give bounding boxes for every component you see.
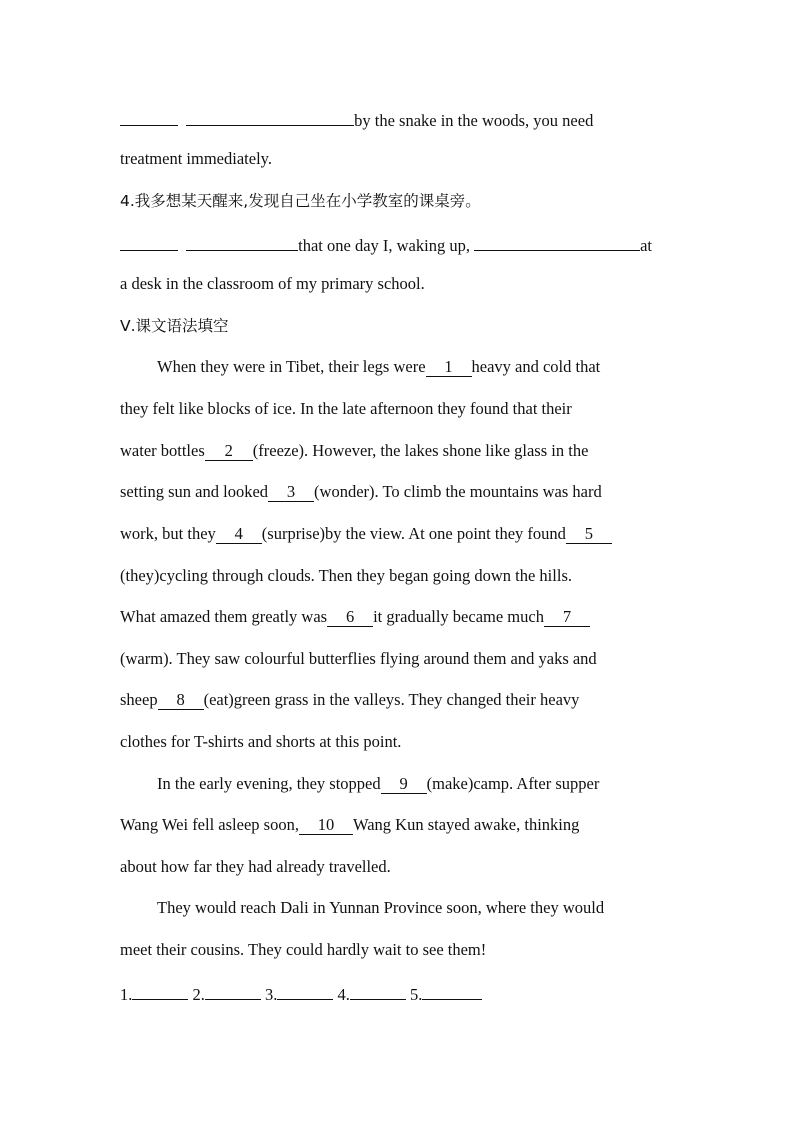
answer-blank[interactable] (120, 108, 178, 126)
answer-label-4: 4. (337, 985, 350, 1004)
text-segment: setting sun and looked (120, 482, 269, 501)
p1-line-3 (120, 441, 588, 461)
text-segment: In the early evening, they stopped (157, 774, 381, 793)
q4-seg-1: that one day I, waking up, (298, 236, 470, 255)
answer-blank-1[interactable] (132, 982, 188, 1000)
text-segment: water bottles (120, 441, 205, 460)
section-title: Ⅴ.课文语法填空 (120, 317, 229, 335)
p1-line-10: clothes for T-shirts and shorts at this point. (120, 732, 402, 751)
p3-line-1: They would reach Dali in Yunnan Province soon, where they would (157, 898, 605, 917)
numbered-blank-6[interactable]: 6 (327, 608, 373, 627)
q3-line-1 (120, 108, 593, 131)
answer-blank-2[interactable] (205, 982, 261, 1000)
p1-line-4 (120, 482, 602, 502)
text-segment: (eat)green grass in the valleys. They changed their heavy (203, 690, 580, 709)
p2-line-1 (157, 774, 599, 794)
p1-line-9 (120, 690, 579, 710)
text-segment: (wonder). To climb the mountains was hard (314, 482, 602, 501)
p1-line-2: they felt like blocks of ice. In the late afternoon they found that their (120, 399, 572, 418)
text-segment: it gradually became much (373, 607, 544, 626)
q4-seg-2: at (640, 236, 653, 255)
p3-line-2: meet their cousins. They could hardly wait to see them! (120, 940, 487, 959)
p2-line-2 (120, 815, 579, 835)
answer-blank[interactable] (186, 108, 354, 126)
answer-label-5: 5. (410, 985, 423, 1004)
p1-line-8: (warm). They saw colourful butterflies flying around them and yaks and (120, 649, 597, 668)
text-segment: heavy and cold that (471, 357, 601, 376)
text-segment: When they were in Tibet, their legs were (157, 357, 426, 376)
answer-blank[interactable] (120, 233, 178, 251)
p1-line-7 (120, 607, 590, 627)
text-segment: sheep (120, 690, 158, 709)
answer-blank[interactable] (186, 233, 298, 251)
numbered-blank-4[interactable]: 4 (216, 525, 262, 544)
answer-blank-4[interactable] (350, 982, 406, 1000)
p1-line-5 (120, 524, 612, 544)
numbered-blank-3[interactable]: 3 (268, 483, 314, 502)
numbered-blank-9[interactable]: 9 (381, 775, 427, 794)
numbered-blank-2[interactable]: 2 (205, 442, 253, 461)
p1-line-1 (157, 357, 600, 377)
q4-line-1 (120, 233, 652, 256)
answer-label-3: 3. (265, 985, 278, 1004)
text-segment: Wang Kun stayed awake, thinking (352, 815, 580, 834)
text-segment: work, but they (120, 524, 216, 543)
answer-label-2: 2. (192, 985, 205, 1004)
text-segment: What amazed them greatly was (120, 607, 328, 626)
text-segment: (surprise)by the view. At one point they found (261, 524, 566, 543)
text-segment: (freeze). However, the lakes shone like glass in the (252, 441, 589, 460)
answer-label-1: 1. (120, 985, 133, 1004)
answer-row (120, 982, 482, 1005)
numbered-blank-7[interactable]: 7 (544, 608, 590, 627)
text-segment: (make)camp. After supper (426, 774, 600, 793)
numbered-blank-1[interactable]: 1 (426, 358, 472, 377)
q4-line-2: a desk in the classroom of my primary school. (120, 274, 425, 293)
answer-blank-5[interactable] (422, 982, 482, 1000)
q3-line-2: treatment immediately. (120, 149, 272, 168)
text-segment: Wang Wei fell asleep soon, (120, 815, 299, 834)
numbered-blank-5[interactable]: 5 (566, 525, 612, 544)
numbered-blank-8[interactable]: 8 (158, 691, 204, 710)
answer-blank[interactable] (474, 233, 640, 251)
numbered-blank-10[interactable]: 10 (299, 816, 353, 835)
answer-blank-3[interactable] (277, 982, 333, 1000)
q3-line-1-text: by the snake in the woods, you need (354, 111, 594, 130)
q4-chinese-prompt: 4.我多想某天醒来,发现自己坐在小学教室的课桌旁。 (120, 192, 481, 210)
p2-line-3: about how far they had already travelled. (120, 857, 391, 876)
p1-line-6: (they)cycling through clouds. Then they began going down the hills. (120, 566, 572, 585)
